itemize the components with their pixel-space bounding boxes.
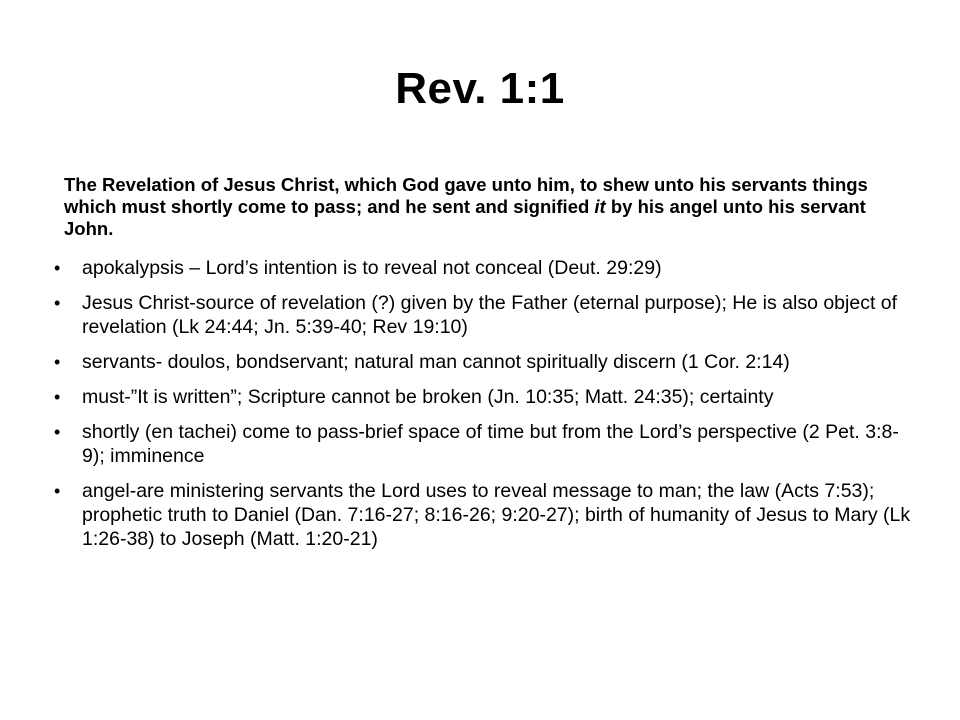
bullet-icon: • [54, 293, 61, 313]
bullet-item-angel [54, 479, 914, 551]
bullet-item-servants [54, 350, 914, 374]
bullet-text: apokalypsis – Lord’s intention is to reveal not conceal (Deut. 29:29) [82, 257, 662, 279]
bullet-item-must [54, 385, 914, 409]
verse-text [64, 174, 904, 240]
bullet-text: servants- doulos, bondservant; natural man cannot spiritually discern (1 Cor. 2:14) [82, 351, 790, 373]
bullet-text: angel-are ministering servants the Lord uses to reveal message to man; the law (Acts 7:53); prophetic truth to Daniel (Dan. 7:16-27; 8:16-26; 9:20-27); birth of humanity of Jesus to Mary (Lk 1:26-38) to Joseph (Matt. 1:20-21) [82, 480, 911, 550]
slide-title: Rev. 1:1 [395, 64, 565, 113]
bullet-text: shortly (en tachei) come to pass-brief space of time but from the Lord’s perspective (2 Pet. 3:8-9); imminence [82, 421, 899, 467]
bullet-icon: • [54, 422, 61, 442]
bullet-item-jesus-christ [54, 291, 914, 339]
verse-text-part2: by his angel unto his servant John. [64, 196, 866, 239]
verse-text-part1: The Revelation of Jesus Christ, which God gave unto him, to shew unto his servants things which must shortly come to pass; and he sent and signified [64, 174, 868, 217]
bullet-icon: • [54, 352, 61, 372]
bullet-item-apokalypsis [54, 256, 914, 280]
bullet-item-shortly [54, 420, 914, 468]
bullet-text: Jesus Christ-source of revelation (?) given by the Father (eternal purpose); He is also object of revelation (Lk 24:44; Jn. 5:39-40; Rev 19:10) [82, 292, 898, 338]
bullet-icon: • [54, 481, 61, 501]
verse-text-italic: it [594, 196, 606, 217]
bullet-list [54, 256, 914, 562]
bullet-text: must-”It is written”; Scripture cannot be broken (Jn. 10:35; Matt. 24:35); certainty [82, 386, 774, 408]
bullet-icon: • [54, 258, 61, 278]
bullet-icon: • [54, 387, 61, 407]
